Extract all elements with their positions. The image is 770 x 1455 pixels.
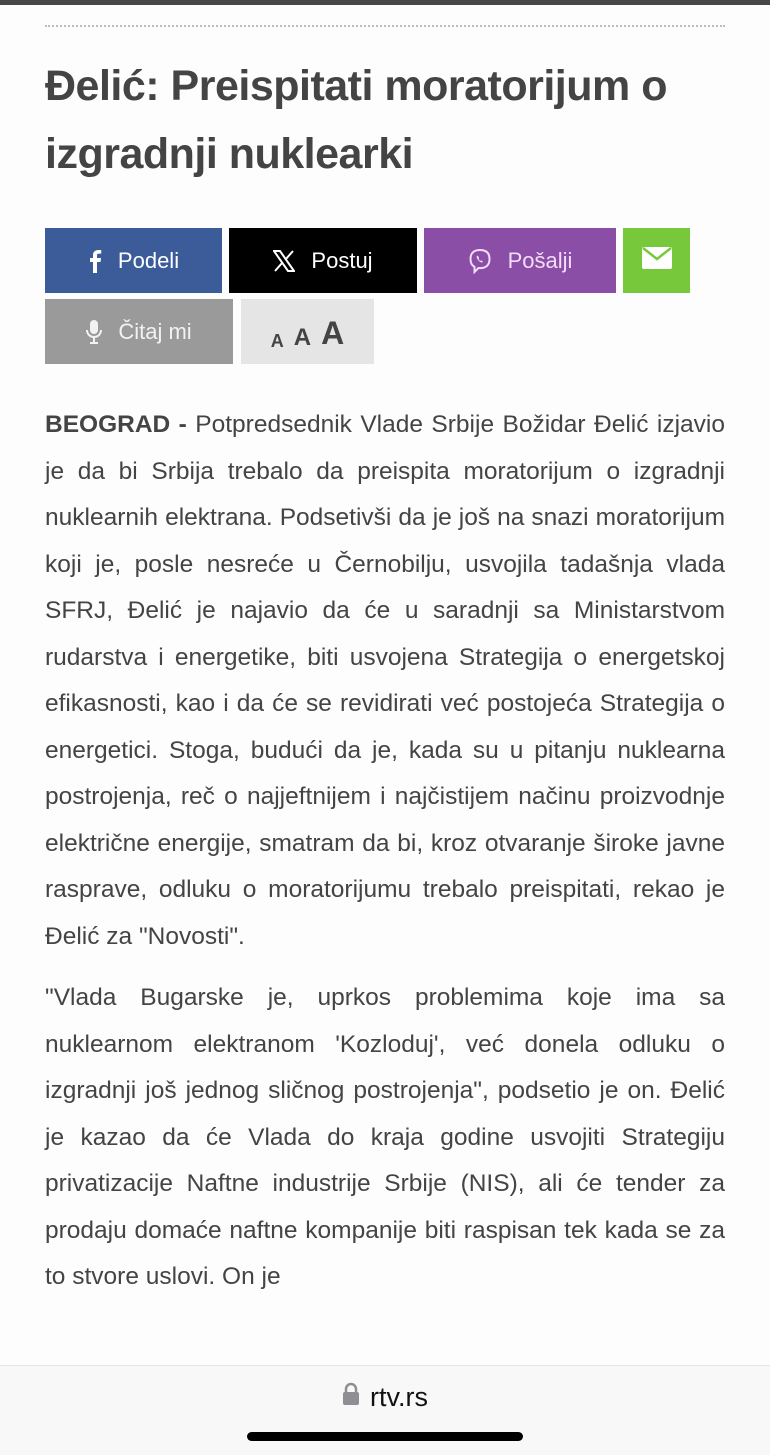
share-x-button[interactable] <box>229 228 417 293</box>
home-indicator[interactable] <box>247 1432 523 1441</box>
article-body <box>45 402 725 1316</box>
dateline: BEOGRAD - <box>45 411 187 438</box>
article-paragraph <box>45 402 725 960</box>
font-size-controls <box>241 299 374 364</box>
microphone-icon <box>86 319 102 345</box>
top-edge-bar <box>0 0 770 5</box>
paragraph-text: "Vlada Bugarske je, uprkos problemima koje ima sa nuklearnom elektranom 'Kozloduj', već donela odluku o izgradnji još jednog sličnog postrojenja", podsetio je on. Đelić je kazao da će Vlada do kraja godine usvojiti Strategiju privatizacije Naftne industrije Srbije (NIS), ali će tender za prodaju domaće naftne kompanije biti raspisan tek kada se za to stvore uslovi. On je <box>45 984 725 1290</box>
viber-icon <box>468 248 492 274</box>
share-viber-label: Pošalji <box>507 247 573 273</box>
share-facebook-label: Podeli <box>117 247 180 273</box>
browser-address-bar[interactable] <box>0 1365 770 1455</box>
url-display[interactable] <box>0 1382 770 1413</box>
share-email-button[interactable] <box>623 228 690 293</box>
font-size-large-button[interactable]: A <box>321 315 345 351</box>
share-viber-button[interactable] <box>424 228 616 293</box>
read-aloud-button[interactable] <box>45 299 233 364</box>
envelope-icon <box>642 247 672 275</box>
divider <box>45 25 725 27</box>
x-icon <box>273 250 295 272</box>
facebook-icon <box>88 249 102 273</box>
share-facebook-button[interactable] <box>45 228 222 293</box>
lock-icon <box>342 1382 360 1413</box>
font-size-small-button[interactable]: A <box>270 331 284 351</box>
paragraph-text: Potpredsednik Vlade Srbije Božidar Đelić izjavio je da bi Srbija trebalo da preispita moratorijum o izgradnji nuklearnih elektrana. Podsetivši da je još na snazi moratorijum koji je, posle nesreće u Černobilju, usvojila tadašnja vlada SFRJ, Đelić je najavio da će u saradnji sa Ministarstvom rudarstva i energetike, biti usvojena Strategija o energetskoj efikasnosti, kao i da će se revidirati već postojeća Strategija o energetici. Stoga, budući da je, kada su u pitanju nuklearna postrojenja, reč o najjeftnijem i najčistijem načinu proizvodnje električne energije, smatram da bi, kroz otvaranje široke javne rasprave, odluku o moratorijumu trebalo preispitati, rekao je Đelić za "Novosti". <box>45 411 725 950</box>
article-title: Đelić: Preispitati moratorijum o izgradnji nuklearki <box>45 62 667 178</box>
font-size-medium-button[interactable]: A <box>293 324 312 351</box>
article-paragraph <box>45 975 725 1301</box>
share-x-label: Postuj <box>311 247 373 273</box>
read-aloud-label: Čitaj mi <box>118 318 192 344</box>
url-text: rtv.rs <box>370 1382 428 1412</box>
